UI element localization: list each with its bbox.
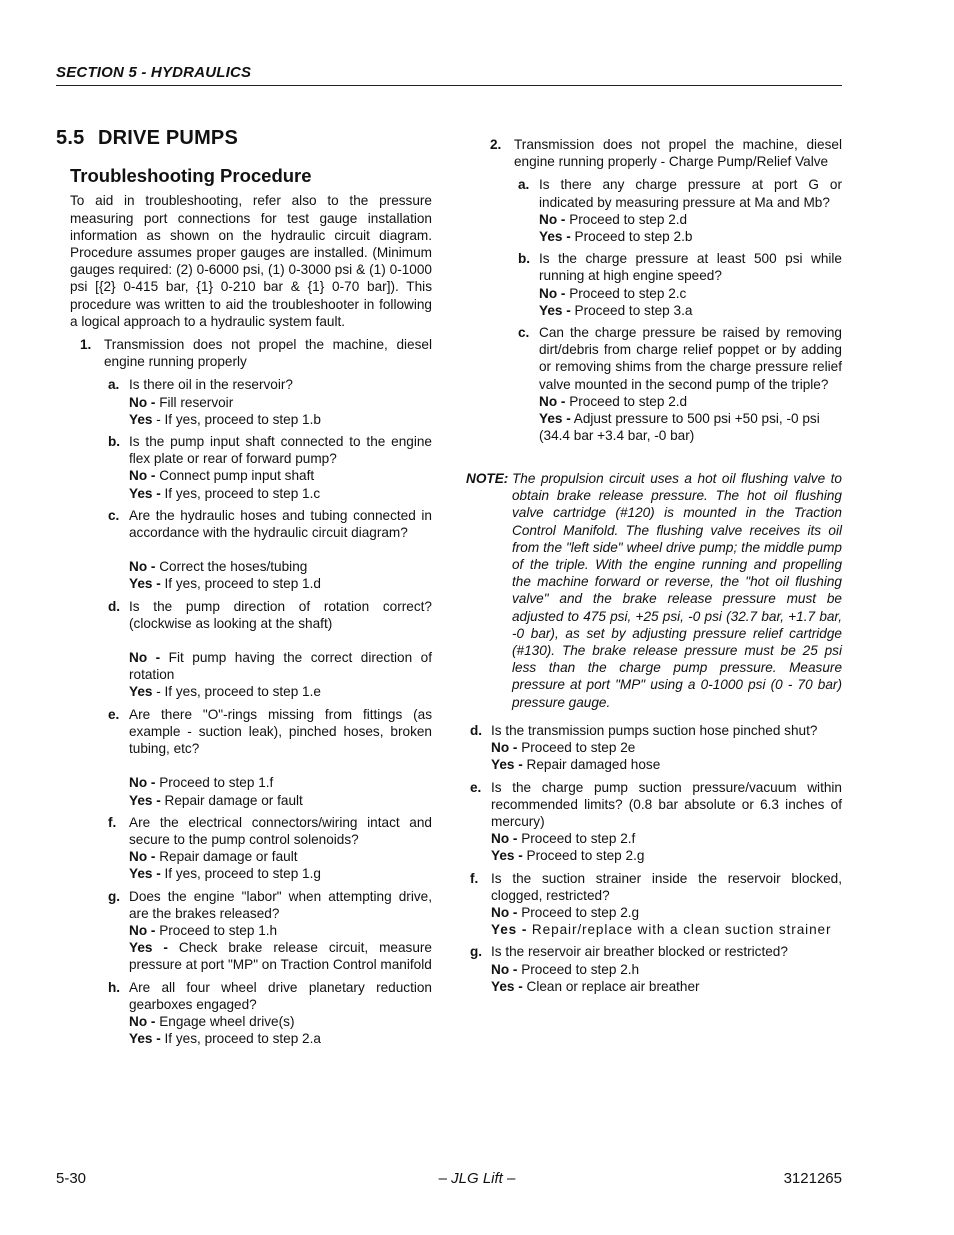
item-question: Is there oil in the reservoir? bbox=[129, 377, 293, 393]
item-letter: a. bbox=[108, 377, 120, 393]
step-item-1c bbox=[108, 507, 432, 593]
step-item-1e bbox=[108, 706, 432, 809]
item-letter: g. bbox=[470, 944, 483, 960]
item-yes: Yes - If yes, proceed to step 1.e bbox=[129, 684, 321, 700]
step-item-1b bbox=[108, 433, 432, 502]
step-item-1d bbox=[108, 598, 432, 701]
item-no: No - Fill reservoir bbox=[129, 394, 234, 410]
item-question: Are the hydraulic hoses and tubing connected in accordance with the hydraulic circuit diagram? bbox=[129, 507, 432, 541]
intro-paragraph: To aid in troubleshooting, refer also to the pressure measuring port connections for test gauge installation information as shown on the hydraulic circuit diagram. Procedure assumes proper gauges are installed. (Minimum gauges required: (2) 0-6000 psi, (1) 0-3000 psi & (1) 0-1000 psi [{2} 0-415 bar, {1} 0-210 bar & {1} 0-70 bar]). This procedure was written to aid the troubleshooter in following a logical approach to a hydraulic system fault. bbox=[70, 193, 432, 329]
item-yes: Yes - If yes, proceed to step 2.a bbox=[129, 1031, 321, 1047]
item-letter: d. bbox=[470, 723, 483, 738]
item-no: No - Connect pump input shaft bbox=[129, 468, 315, 484]
left-column bbox=[56, 127, 432, 1052]
item-question: Are the electrical connectors/wiring intact and secure to the pump control solenoids? bbox=[129, 814, 432, 847]
item-letter: h. bbox=[108, 979, 121, 995]
item-letter: b. bbox=[108, 434, 121, 450]
item-yes: Yes - If yes, proceed to step 1.g bbox=[129, 866, 321, 882]
item-yes: Yes - Repair damaged hose bbox=[491, 757, 661, 773]
item-letter: g. bbox=[108, 888, 121, 904]
item-no: No - Proceed to step 2.c bbox=[539, 285, 687, 301]
item-yes: Yes - If yes, proceed to step 1.b bbox=[129, 411, 321, 427]
item-no: No - Fit pump having the correct direction of rotation bbox=[129, 650, 432, 683]
item-no: No - Proceed to step 2.d bbox=[539, 211, 688, 227]
item-yes: Yes - Proceed to step 3.a bbox=[539, 302, 693, 318]
note-label: NOTE: bbox=[466, 471, 509, 486]
item-letter: e. bbox=[470, 779, 482, 795]
item-no: No - Proceed to step 2.d bbox=[539, 393, 688, 409]
item-letter: b. bbox=[518, 251, 531, 267]
item-no: No - Correct the hoses/tubing bbox=[129, 559, 308, 575]
step-item-2c bbox=[518, 324, 842, 444]
item-question: Is the pump direction of rotation correct? (clockwise as looking at the shaft) bbox=[129, 598, 432, 631]
step-item-2e bbox=[470, 779, 842, 865]
item-no: No - Engage wheel drive(s) bbox=[129, 1013, 295, 1029]
step-item-2g bbox=[470, 943, 842, 995]
item-yes: Yes - Check brake release circuit, measure pressure at port "MP" on Traction Control manifold bbox=[129, 940, 432, 973]
item-question: Is the charge pressure at least 500 psi while running at high engine speed? bbox=[539, 251, 842, 284]
item-question: Is the pump input shaft connected to the engine flex plate or rear of forward pump? bbox=[129, 434, 432, 467]
item-question: Is there any charge pressure at port G or indicated by measuring pressure at Ma and Mb? bbox=[539, 177, 842, 210]
step-item-2b bbox=[518, 250, 842, 319]
step-2-continued bbox=[470, 722, 842, 1000]
section-header: SECTION 5 - HYDRAULICS bbox=[56, 64, 842, 86]
step-item-1g bbox=[108, 888, 432, 974]
item-letter: c. bbox=[518, 325, 530, 341]
item-no: No - Proceed to step 1.f bbox=[129, 775, 274, 791]
step-text: Transmission does not propel the machine, diesel engine running properly - Charge Pump/Relief Valve bbox=[514, 137, 842, 170]
item-letter: d. bbox=[108, 598, 121, 614]
step-1 bbox=[80, 336, 432, 370]
item-question: Is the reservoir air breather blocked or restricted? bbox=[491, 944, 788, 960]
step-2 bbox=[490, 136, 842, 170]
step-item-2d bbox=[470, 722, 842, 774]
right-column bbox=[470, 136, 842, 449]
item-no: No - Proceed to step 2.f bbox=[491, 831, 636, 847]
note-text: The propulsion circuit uses a hot oil flushing valve to obtain brake release pressure. The hot oil flushing valve cartridge (#120) is mounted in the Traction Control Manifold. The flushing valve receives its oil from the "left side" wheel drive pump; the middle pump of the triple. With the engine running and propelling the machine forward or reverse, the "hot oil flushing valve" and the brake release pressure must be adjusted to 475 psi, +25 psi, -0 psi (32.7 bar, +1.7 bar, -0 bar), as set by adjusting pressure relief cartridge (#130). The brake release pressure must be 25 psi less than the charge pump pressure. Measure pressure at port "MP" using a 0-1000 psi (0 - 70 bar) pressure gauge. bbox=[512, 471, 842, 710]
step-item-1f bbox=[108, 814, 432, 883]
item-yes: Yes - If yes, proceed to step 1.c bbox=[129, 485, 321, 501]
item-question: Is the transmission pumps suction hose pinched shut? bbox=[491, 723, 818, 738]
item-question: Is the charge pump suction pressure/vacuum within recommended limits? (0.8 bar absolute or 6.3 inches of mercury) bbox=[491, 779, 842, 830]
item-yes: Yes - Repair damage or fault bbox=[129, 792, 303, 808]
step-text: Transmission does not propel the machine, diesel engine running properly bbox=[104, 337, 432, 370]
item-question: Does the engine "labor" when attempting drive, are the brakes released? bbox=[129, 888, 432, 921]
note-block bbox=[466, 470, 842, 721]
footer-brand: – JLG Lift – bbox=[438, 1170, 516, 1187]
step-item-2f bbox=[470, 870, 842, 939]
step-number: 1. bbox=[80, 337, 92, 353]
item-yes: Yes - Adjust pressure to 500 psi +50 psi, -0 psi (34.4 bar +3.4 bar, -0 bar) bbox=[539, 411, 820, 444]
item-no: No - Proceed to step 2.h bbox=[491, 961, 640, 977]
step-item-1h bbox=[108, 979, 432, 1048]
item-no: No - Repair damage or fault bbox=[129, 849, 298, 865]
item-letter: e. bbox=[108, 706, 120, 722]
item-letter: f. bbox=[470, 870, 479, 886]
step-item-2a bbox=[518, 176, 842, 245]
section-title: DRIVE PUMPS bbox=[98, 127, 239, 149]
item-yes: Yes - Clean or replace air breather bbox=[491, 978, 700, 994]
item-letter: c. bbox=[108, 507, 120, 523]
item-letter: f. bbox=[108, 814, 117, 830]
item-question: Can the charge pressure be raised by removing dirt/debris from charge relief poppet or by adding or removing shims from the charge pressure relief valve mounted in the second pump of the triple? bbox=[539, 325, 842, 392]
item-yes: Yes - Proceed to step 2.g bbox=[491, 848, 645, 864]
section-number: 5.5 bbox=[56, 127, 85, 149]
item-no: No - Proceed to step 1.h bbox=[129, 922, 278, 938]
document-number: 3121265 bbox=[783, 1170, 842, 1187]
item-yes: Yes - Repair/replace with a clean suction strainer bbox=[491, 922, 832, 938]
step-number: 2. bbox=[490, 137, 502, 152]
item-question: Are all four wheel drive planetary reduction gearboxes engaged? bbox=[129, 979, 432, 1012]
section-heading bbox=[56, 127, 432, 149]
item-question: Are there "O"-rings missing from fittings (as example - suction leak), pinched hoses, broken tubing, etc? bbox=[129, 706, 432, 757]
step-item-1a bbox=[108, 376, 432, 428]
item-question: Is the suction strainer inside the reservoir blocked, clogged, restricted? bbox=[491, 870, 842, 903]
item-no: No - Proceed to step 2e bbox=[491, 740, 636, 756]
item-yes: Yes - Proceed to step 2.b bbox=[539, 229, 693, 245]
item-letter: a. bbox=[518, 177, 530, 193]
item-no: No - Proceed to step 2.g bbox=[491, 905, 640, 921]
item-yes: Yes - If yes, proceed to step 1.d bbox=[129, 576, 321, 592]
page-number: 5-30 bbox=[56, 1170, 87, 1187]
subheading: Troubleshooting Procedure bbox=[70, 165, 312, 187]
